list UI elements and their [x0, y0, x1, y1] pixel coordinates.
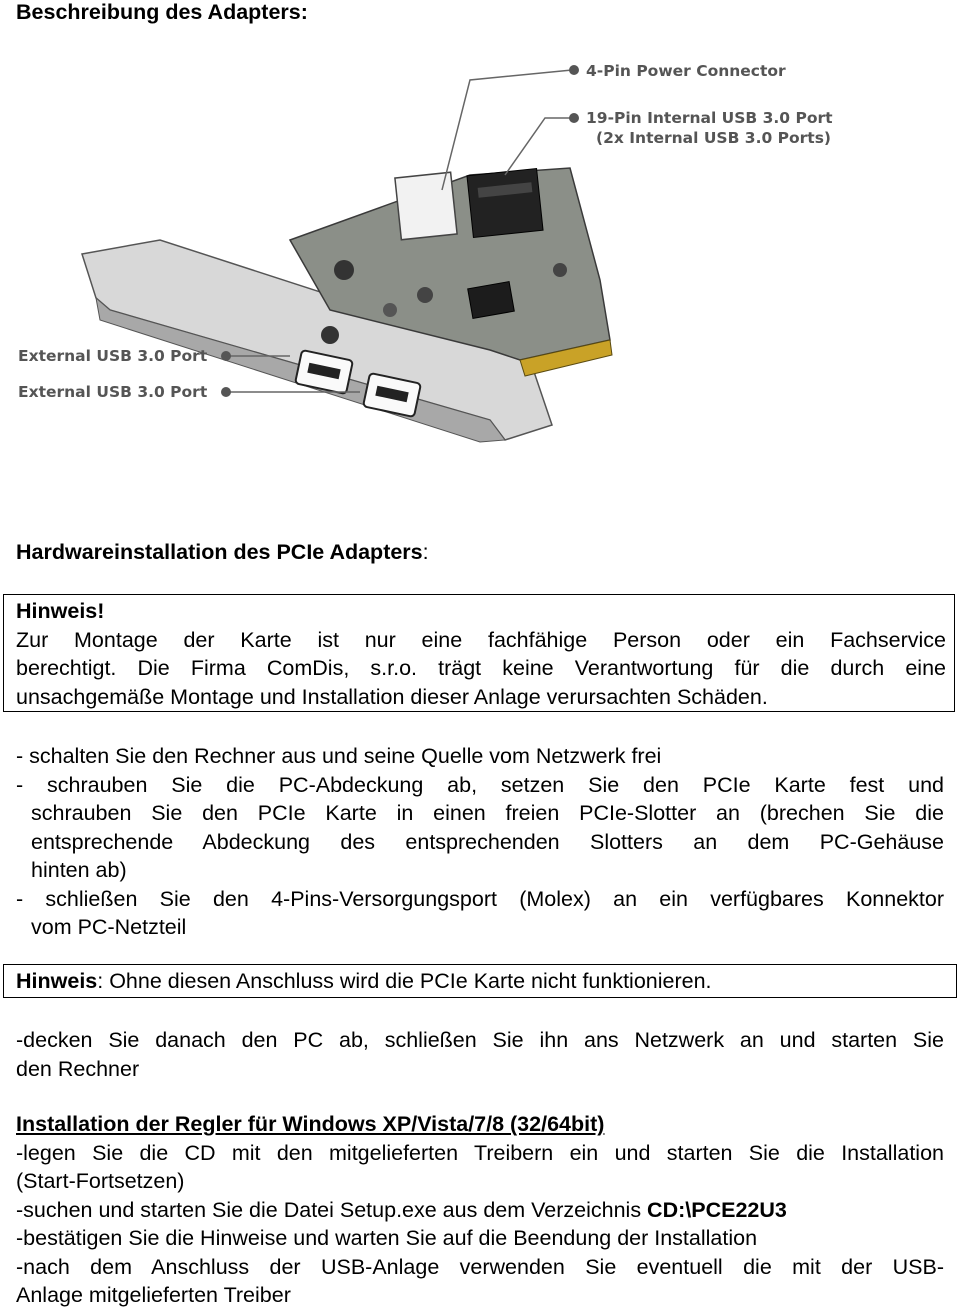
notice-title: Hinweis! — [16, 599, 105, 623]
install-line-4: -bestätigen Sie die Hinweise und warten Sie auf die Beendung der Installation — [16, 1226, 758, 1250]
step-3a: - schließen Sie den 4-Pins-Versorgungsport (Molex) an ein verfügbares Konnektor — [16, 886, 944, 911]
callout-dot-power — [569, 65, 579, 75]
install-line-3-text: -suchen und starten Sie die Datei Setup.exe aus dem Verzeichnis — [16, 1197, 648, 1222]
section-heading-colon: : — [422, 540, 429, 564]
notice-2-label: Hinweis — [16, 969, 98, 993]
install-line-1: -legen Sie die CD mit den mitgelieferten Treibern ein und starten Sie die Installation — [16, 1140, 944, 1165]
callout-external-2: External USB 3.0 Port — [18, 383, 208, 401]
notice-line-3: unsachgemäße Montage und Installation dieser Anlage verursachten Schäden. — [16, 684, 768, 709]
installation-steps — [16, 742, 944, 942]
section-heading-hardware — [16, 540, 429, 565]
callout-internal-2: (2x Internal USB 3.0 Ports) — [596, 129, 832, 147]
callout-external-1: External USB 3.0 Port — [18, 347, 208, 365]
step-2a: - schrauben Sie die PC-Abdeckung ab, setzen Sie den PCIe Karte fest und — [16, 772, 944, 797]
step-2b: schrauben Sie den PCIe Karte in einen freien PCIe-Slotter an (brechen Sie die — [31, 801, 944, 825]
internal-usb-header — [467, 169, 543, 238]
adapter-figure — [0, 40, 960, 460]
step-2c: entsprechende Abdeckung des entsprechenden Slotters an dem PC-Gehäuse — [31, 829, 944, 854]
install-line-3 — [16, 1196, 944, 1225]
driver-installation — [16, 1110, 944, 1310]
notice-box — [3, 594, 955, 712]
section-heading-text: Hardwareinstallation des PCIe Adapters — [16, 540, 423, 564]
install-title: Installation der Regler für Windows XP/Vista/7/8 (32/64bit) — [16, 1112, 605, 1136]
step-final-a: -decken Sie danach den PC ab, schließen Sie ihn ans Netzwerk an und starten Sie — [16, 1028, 944, 1052]
callout-dot-external-2 — [221, 387, 231, 397]
callout-dot-internal — [569, 113, 579, 123]
callout-internal-1: 19-Pin Internal USB 3.0 Port — [586, 109, 833, 127]
install-line-5b: Anlage mitgelieferten Treiber — [16, 1283, 291, 1307]
power-connector — [395, 172, 457, 240]
step-2d: hinten ab) — [31, 858, 127, 882]
notice-line-2: berechtigt. Die Firma ComDis, s.r.o. trägt keine Verantwortung für die durch eine — [16, 656, 946, 680]
step-final — [16, 1026, 944, 1083]
notice-2-text: : Ohne diesen Anschluss wird die PCIe Karte nicht funktionieren. — [97, 969, 712, 993]
notice-box-2 — [3, 964, 957, 998]
install-line-5a: -nach dem Anschluss der USB-Anlage verwenden Sie eventuell die mit der USB- — [16, 1254, 944, 1279]
notice-line-1: Zur Montage der Karte ist nur eine fachfähige Person oder ein Fachservice — [16, 627, 946, 652]
step-1: - schalten Sie den Rechner aus und seine Quelle vom Netzwerk frei — [16, 744, 662, 768]
step-final-b: den Rechner — [16, 1056, 140, 1081]
install-line-2: (Start-Fortsetzen) — [16, 1169, 185, 1193]
page-heading: Beschreibung des Adapters: — [16, 0, 308, 24]
step-3b: vom PC-Netzteil — [31, 915, 187, 939]
install-path: CD:\PCE22U3 — [647, 1197, 787, 1222]
callout-power: 4-Pin Power Connector — [586, 62, 786, 80]
callout-dot-external-1 — [221, 351, 231, 361]
